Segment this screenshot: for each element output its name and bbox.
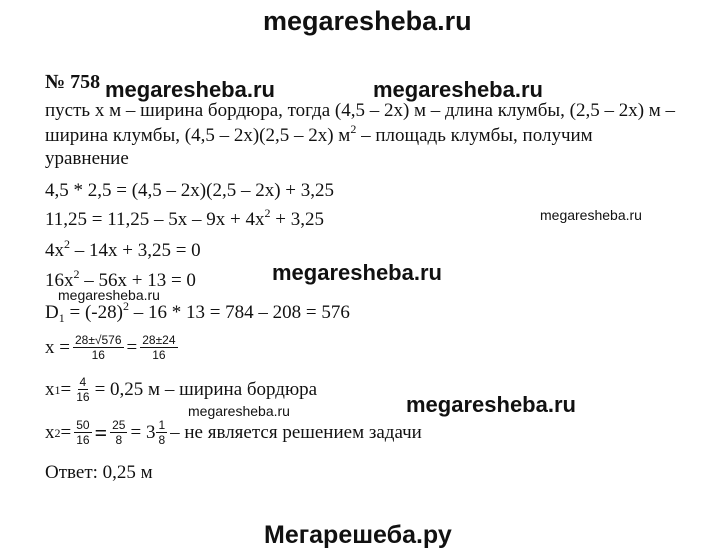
root-x1: х 1 = $\frac{4}{16}$ = 0,25 м – ширина бордюра	[45, 375, 318, 404]
equation-3-a: 4х	[45, 240, 64, 261]
fraction-x2-den: 16	[76, 433, 90, 447]
x2-eq2: =	[94, 419, 108, 445]
fraction-x2-simplified-num: 25	[112, 418, 126, 432]
fraction-x2	[74, 418, 91, 447]
roots-formula	[45, 333, 181, 362]
intro-line-1: пусть х м – ширина бордюра, тогда (4,5 – 2х) м – длина клумбы, (2,5 – 2х) м –	[45, 100, 676, 121]
watermark-header-left: megaresheba.ru	[105, 77, 275, 102]
fraction-x2-simplified	[110, 418, 127, 447]
watermark-right-small: megaresheba.ru	[540, 207, 642, 223]
x1-eq: =	[60, 378, 72, 400]
fraction-mixed-num: 1	[158, 418, 166, 432]
watermark-bottom: Мегарешеба.ру	[264, 521, 452, 549]
x-label: х =	[45, 336, 70, 358]
equation-4-b: – 56х + 13 = 0	[79, 270, 196, 291]
problem-number: № 758	[45, 71, 101, 93]
answer: Ответ: 0,25 м	[45, 462, 153, 483]
fraction-x1	[74, 375, 91, 404]
disc-label: D	[45, 302, 59, 323]
fraction-roots-simplified	[140, 333, 177, 362]
watermark-top: megaresheba.ru	[263, 6, 472, 36]
x2-eq3: = 3	[130, 421, 156, 443]
equation-4-a: 16х	[45, 270, 74, 291]
fraction-mixed	[156, 418, 167, 447]
fraction-roots-den: 16	[91, 348, 105, 362]
x1-label: х	[45, 378, 55, 400]
x1-result: = 0,25 м – ширина бордюра	[94, 378, 318, 400]
intro-line-2	[45, 122, 593, 147]
fraction-x2-num: 50	[76, 418, 90, 432]
watermark-middle: megaresheba.ru	[272, 260, 442, 285]
equation-1: 4,5 * 2,5 = (4,5 – 2х)(2,5 – 2х) + 3,25	[45, 180, 334, 201]
equation-2-exp: 2	[264, 206, 271, 220]
disc-a: = (-28)	[64, 302, 123, 323]
discriminant	[45, 299, 350, 325]
fraction-x1-den: 16	[76, 390, 90, 404]
watermark-center-small: megaresheba.ru	[188, 403, 290, 419]
x2-eq: =	[60, 421, 72, 443]
fraction-roots-simplified-den: 16	[152, 348, 166, 362]
fraction-mixed-den: 8	[158, 433, 166, 447]
equation-3-exp: 2	[64, 237, 70, 251]
intro-line-2-exp: 2	[350, 122, 357, 136]
watermark-right-big: megaresheba.ru	[406, 392, 576, 417]
equation-2-a: 11,25 = 11,25 – 5х – 9х + 4х	[45, 209, 265, 230]
watermark-header-right: megaresheba.ru	[373, 77, 543, 102]
equals-sign: =	[126, 336, 138, 358]
watermark-left-small: megaresheba.ru	[58, 287, 160, 303]
equation-2-b: + 3,25	[270, 209, 324, 230]
disc-sub: 1	[58, 311, 65, 325]
intro-line-2-b: – площадь клумбы, получим	[356, 125, 593, 146]
x2-label: х	[45, 421, 55, 443]
root-x2: х 2 = $\frac{50}{16}$ = $\frac{25}{8}$ = 3 $\frac{1}{8}$ – не является решением задачи	[45, 418, 422, 447]
disc-exp: 2	[122, 299, 129, 313]
equation-3	[45, 237, 201, 262]
equation-4-exp: 2	[73, 267, 80, 281]
equation-4	[45, 267, 196, 292]
equation-2	[45, 206, 324, 231]
fraction-roots	[73, 333, 124, 362]
fraction-roots-simplified-num: 28±24	[142, 333, 176, 347]
x2-result: – не является решением задачи	[170, 421, 422, 443]
intro-line-3: уравнение	[45, 148, 129, 169]
equation-3-b: – 14х + 3,25 = 0	[70, 240, 201, 261]
mixed-number	[130, 418, 170, 447]
fraction-x2-simplified-den: 8	[115, 433, 123, 447]
fraction-roots-num: 28±√576	[74, 333, 122, 347]
fraction-x1-num: 4	[79, 375, 87, 389]
disc-b: – 16 * 13 = 784 – 208 = 576	[128, 302, 350, 323]
intro-line-2-a: ширина клумбы, (4,5 – 2х)(2,5 – 2х) м	[45, 125, 351, 146]
